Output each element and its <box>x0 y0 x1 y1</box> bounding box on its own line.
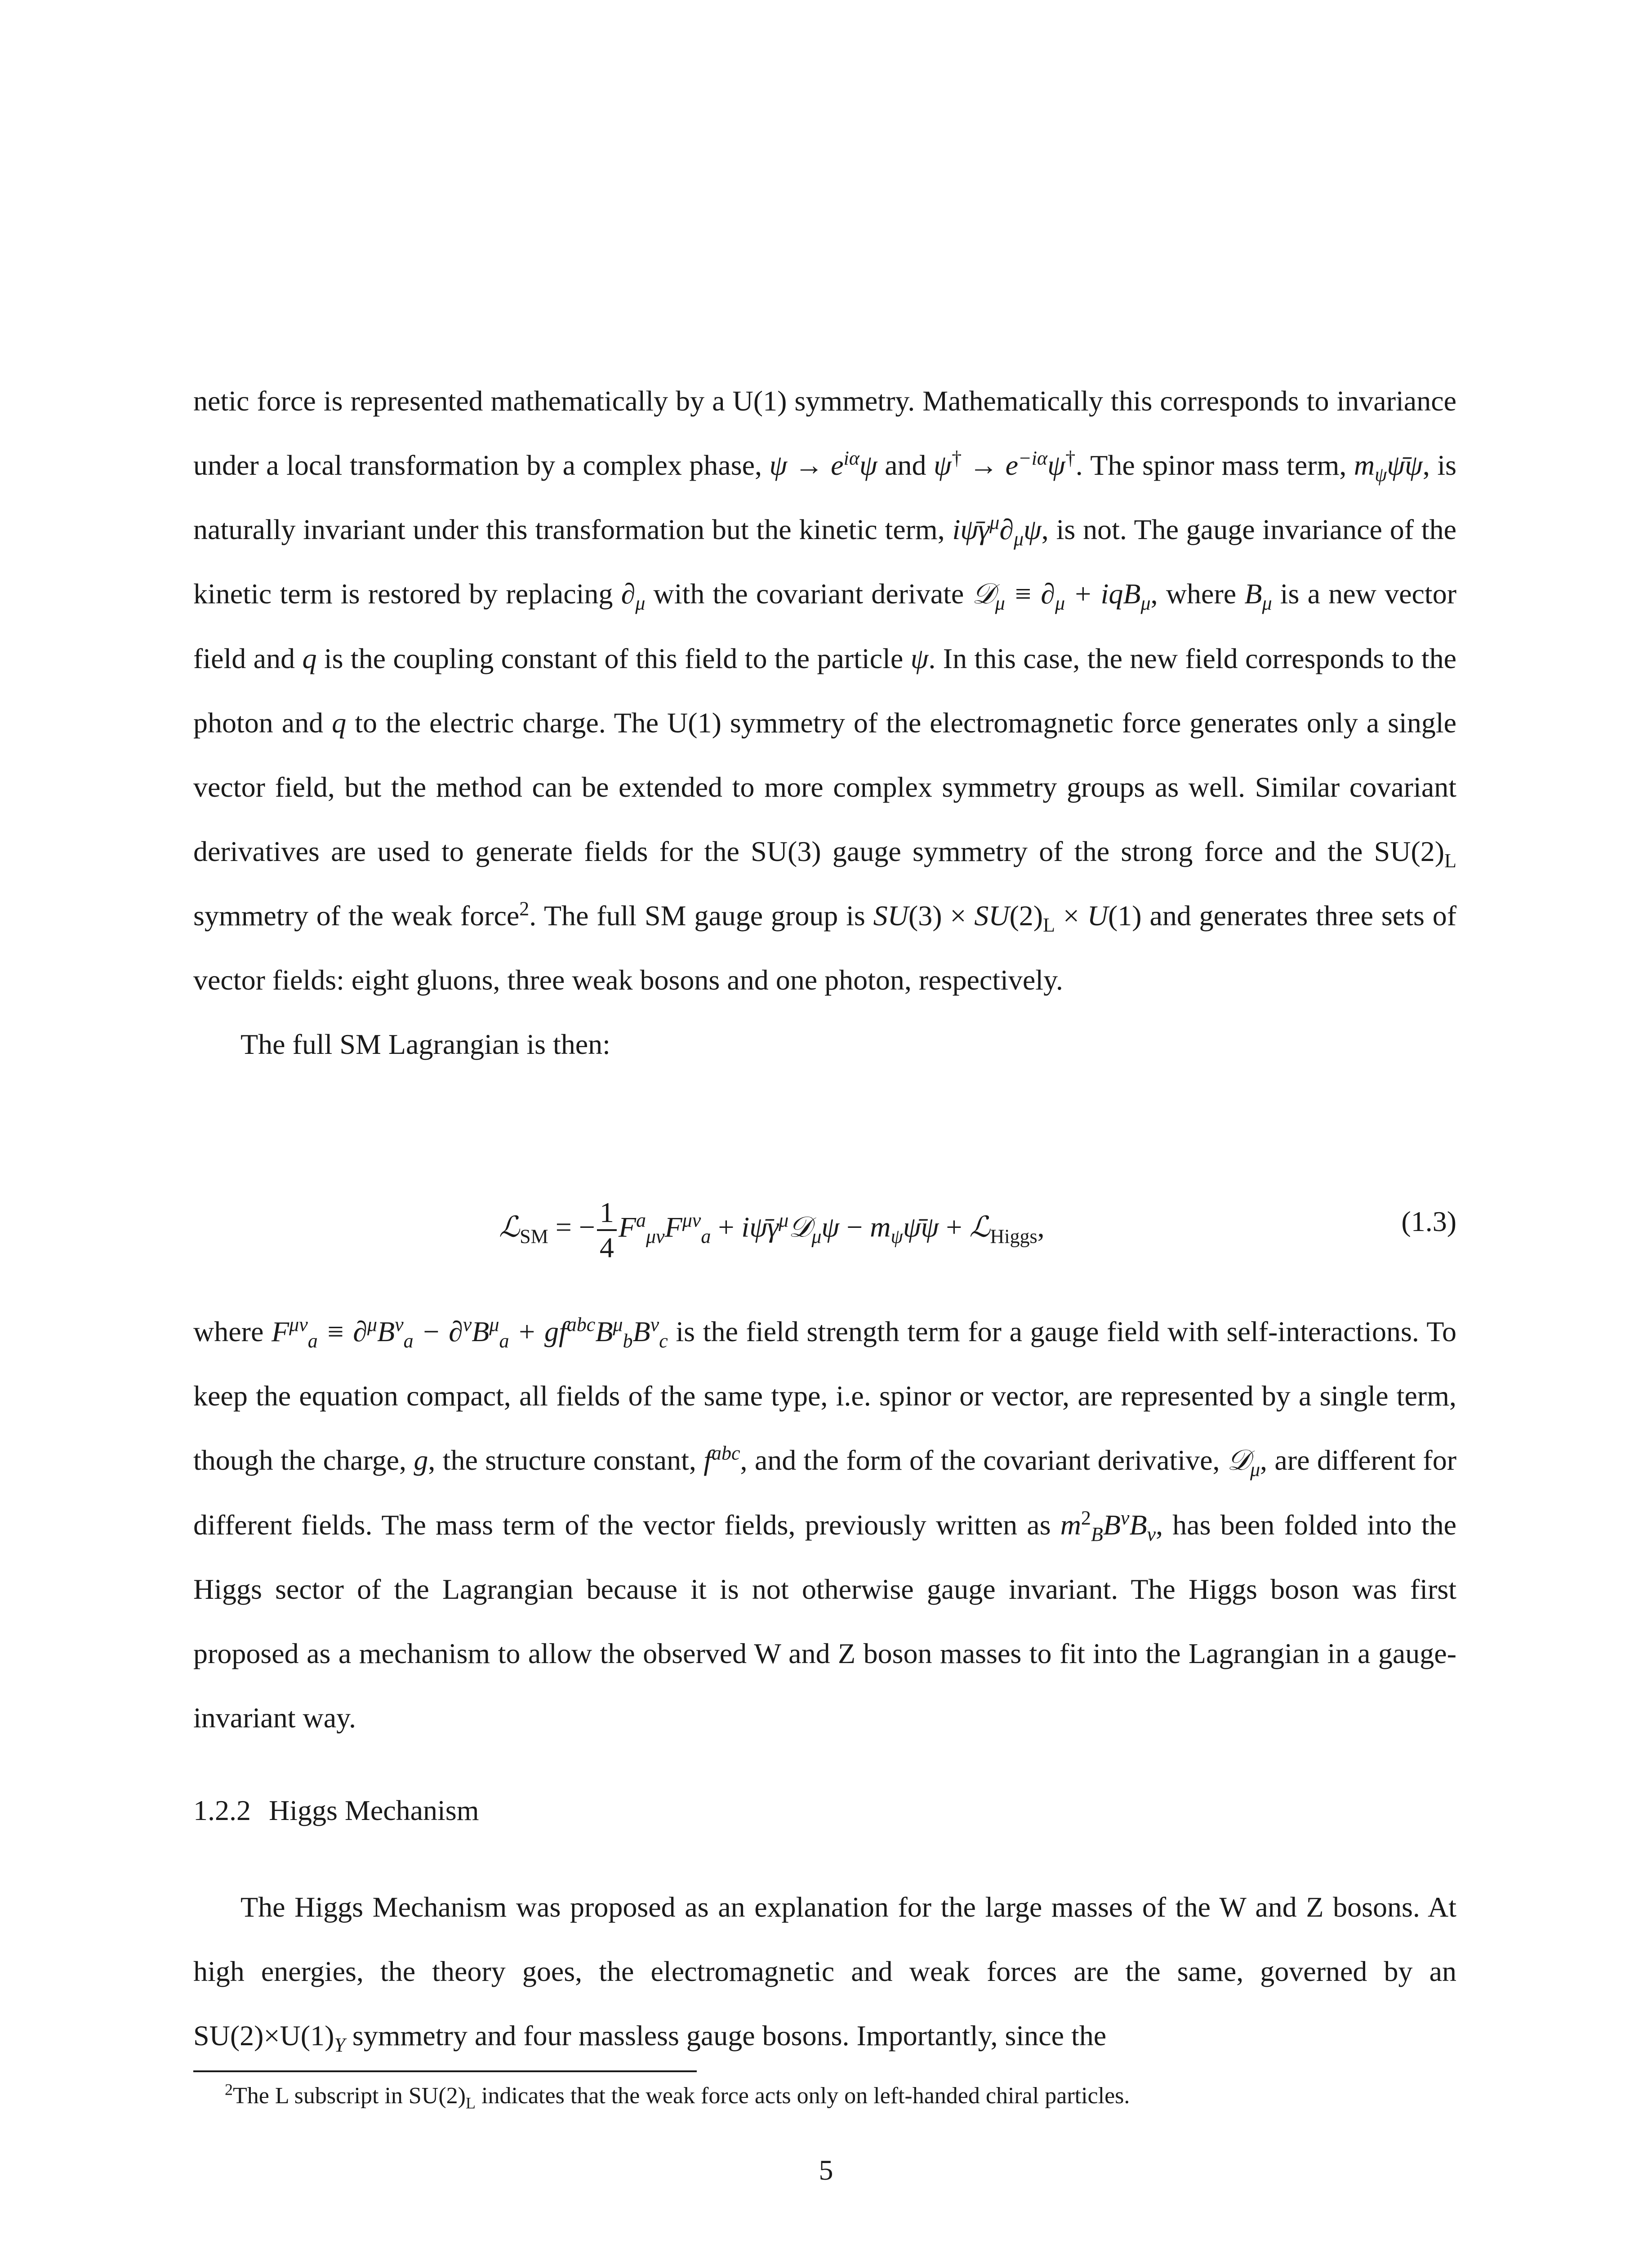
section-title: Higgs Mechanism <box>269 1794 479 1826</box>
footnote-mark: 2 <box>225 2080 233 2099</box>
paragraph-field-strength <box>193 1299 1456 1750</box>
section-number: 1.2.2 <box>193 1794 251 1826</box>
paragraph-text: The Higgs Mechanism was proposed as an explanation for the large masses of the W and Z bosons. At high energies, the theory goes, the electromagnetic and weak forces are the same, governed by an $SU(2)\times U(1)_Y$ symmetry and four massless gauge bosons. Importantly, since the <box>193 1891 1456 2056</box>
paragraph-text: where $F^{\mu\nu}_a \equiv \partial^\mu B^\nu_a - \partial^\nu B^\mu_a + gf^{abc}B^\mu_bB^\nu_c$ is the field strength term for a gauge field with self-interactions. To keep the equation compact, all fields of the same type, i.e. spinor or vector, are represented by a single term, though the charge, g, the structure constant, $f^{abc}$, and the form of the covariant derivative, 𝒟$_\mu$, are different for different fields. The mass term of the vector fields, previously written as $m^2_BB^\nu B_\nu$, has been folded into the Higgs sector of the Lagrangian because it is not otherwise gauge invariant. The Higgs boson was first proposed as a mechanism to allow the observed W and Z boson masses to fit into the Lagrangian in a gauge-invariant way. <box>193 1313 1457 1734</box>
section-heading <box>193 1794 479 1827</box>
paragraph-lagrangian-intro: The full SM Lagrangian is then: <box>240 1028 610 1060</box>
paragraph-text: netic force is represented mathematically by a U(1) symmetry. Mathematically this corresponds to invariance under a local transformation by a complex phase, $\psi \to e^{i\alpha}\psi$ and $\psi^\dagger \to e^{-i\alpha}\psi^\dagger$. The spinor mass term, $m_\psi\psī\psi$, is naturally invariant under this transformation but the kinetic term, $i\psī\gamma^\mu\partial_\mu\psi$, is not. The gauge invariance of the kinetic term is restored by replacing $\partial_\mu$ with the covariant derivate 𝒟$_\mu$ ≡ $\partial_\mu + iqB_\mu$, where $B_\mu$ is a new vector field and q is the coupling constant of this field to the particle ψ. In this case, the new field corresponds to the photon and q to the electric charge. The U(1) symmetry of the electromagnetic force generates only a single vector field, but the method can be extended to more complex symmetry groups as well. Similar covariant derivatives are used to generate fields for the SU(3) gauge symmetry of the strong force and the $SU(2)_L$ symmetry of the weak force$^2$. The full SM gauge group is $SU(3) \times SU(2)_L \times U(1)$ and generates three sets of vector fields: eight gluons, three weak bosons and one photon, respectively. <box>193 385 1457 996</box>
footnote-ref: 2 <box>519 897 530 920</box>
footnote: $^2$The L subscript in $SU(2)_L$ indicates that the weak force acts only on left-handed chiral particles. <box>225 2080 1130 2112</box>
equation-body: ℒ$_{SM}$ = − $\frac{1}{4}$ $F^a_{\mu\nu}F^{\mu\nu}_a$ + $i\psī\gamma^\mu 𝒟_\mu\psi$ − $m_\psi\psī\psi$ + ℒ$_{Higgs}$, <box>499 1196 1045 1263</box>
equation-sm-lagrangian <box>193 1169 1456 1263</box>
fraction-one-quarter: $\frac{1}{4}$ <box>597 1196 617 1264</box>
paragraph-gauge-symmetry <box>193 369 1456 1076</box>
footnote-divider <box>193 2070 697 2072</box>
page-number: 5 <box>819 2154 833 2186</box>
equation-number: (1.3) <box>1401 1205 1456 1237</box>
paragraph-higgs-mechanism <box>193 1875 1456 2068</box>
